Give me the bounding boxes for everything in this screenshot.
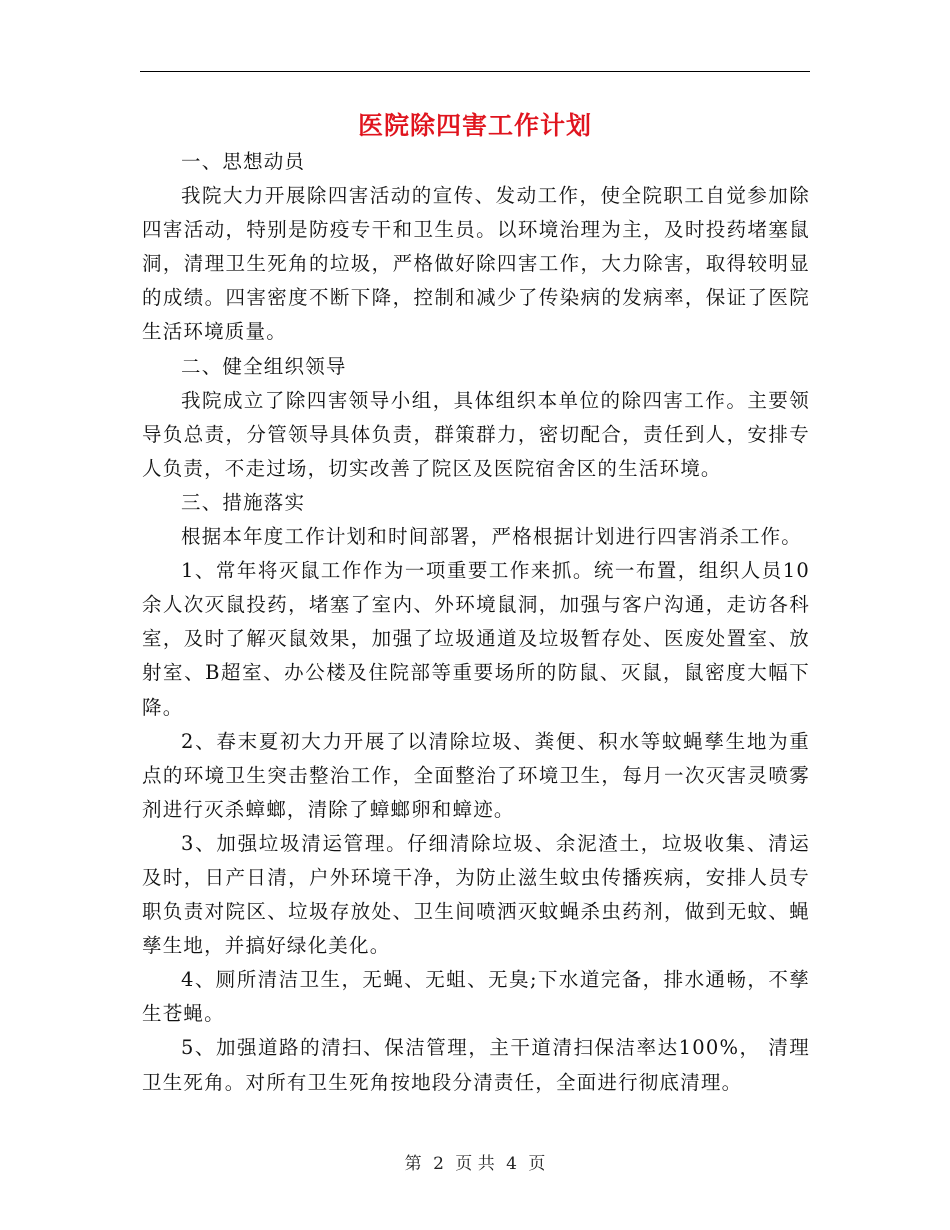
footer-current-page: 2 xyxy=(433,1154,444,1174)
paragraph-measure-1: 1、常年将灭鼠工作作为一项重要工作来抓。统一布置，组织人员10余人次灭鼠投药，堵塞了室内、外环境鼠洞，加强与客户沟通，走访各科室，及时了解灭鼠效果，加强了垃圾通道及垃圾暂存处、医废处置室、放射室、B超室、办公楼及住院部等重要场所的防鼠、灭鼠，鼠密度大幅下降。 xyxy=(142,559,810,719)
header-rule xyxy=(140,71,810,72)
section-heading-mobilization: 一、思想动员 xyxy=(181,150,306,173)
paragraph-measure-3: 3、加强垃圾清运管理。仔细清除垃圾、余泥渣土，垃圾收集、清运及时，日产日清，户外环境干净，为防止滋生蚊虫传播疾病，安排人员专职负责对院区、垃圾存放处、卫生间喷洒灭蚊蝇杀虫药剂，做到无蚊、蝇孳生地，并搞好绿化美化。 xyxy=(142,831,810,958)
paragraph-measure-4: 4、厕所清洁卫生，无蝇、无蛆、无臭;下水道完备，排水通畅，不孳生苍蝇。 xyxy=(142,968,810,1026)
paragraph-measure-5: 5、加强道路的清扫、保洁管理，主干道清扫保洁率达100%， 清理卫生死角。对所有卫生死角按地段分清责任，全面进行彻底清理。 xyxy=(142,1036,810,1094)
paragraph-measures-intro: 根据本年度工作计划和时间部署，严格根据计划进行四害消杀工作。 xyxy=(181,525,803,549)
footer-mid: 页 共 xyxy=(455,1154,495,1174)
footer-prefix: 第 xyxy=(404,1154,422,1174)
paragraph-leadership: 我院成立了除四害领导小组，具体组织本单位的除四害工作。主要领导负总责，分管领导具体负责，群策群力，密切配合，责任到人，安排专人负责，不走过场，切实改善了院区及医院宿舍区的生活环境。 xyxy=(142,388,810,480)
footer-suffix: 页 xyxy=(528,1154,546,1174)
page-footer xyxy=(0,1152,950,1176)
document-title: 医院除四害工作计划 xyxy=(357,111,592,140)
paragraph-measure-2: 2、春末夏初大力开展了以清除垃圾、粪便、积水等蚊蝇孳生地为重点的环境卫生突击整治工作，全面整治了环境卫生，每月一次灭害灵喷雾剂进行灭杀蟑螂，清除了蟑螂卵和蟑迹。 xyxy=(142,729,810,821)
section-heading-leadership: 二、健全组织领导 xyxy=(181,354,347,378)
footer-total-pages: 4 xyxy=(506,1154,517,1174)
paragraph-mobilization: 我院大力开展除四害活动的宣传、发动工作，使全院职工自觉参加除四害活动，特别是防疫专干和卫生员。以环境治理为主，及时投药堵塞鼠洞，清理卫生死角的垃圾，严格做好除四害工作，大力除害，取得较明显的成绩。四害密度不断下降，控制和减少了传染病的发病率，保证了医院生活环境质量。 xyxy=(142,184,810,344)
document-body xyxy=(142,145,810,1100)
section-heading-measures: 三、措施落实 xyxy=(181,490,306,514)
